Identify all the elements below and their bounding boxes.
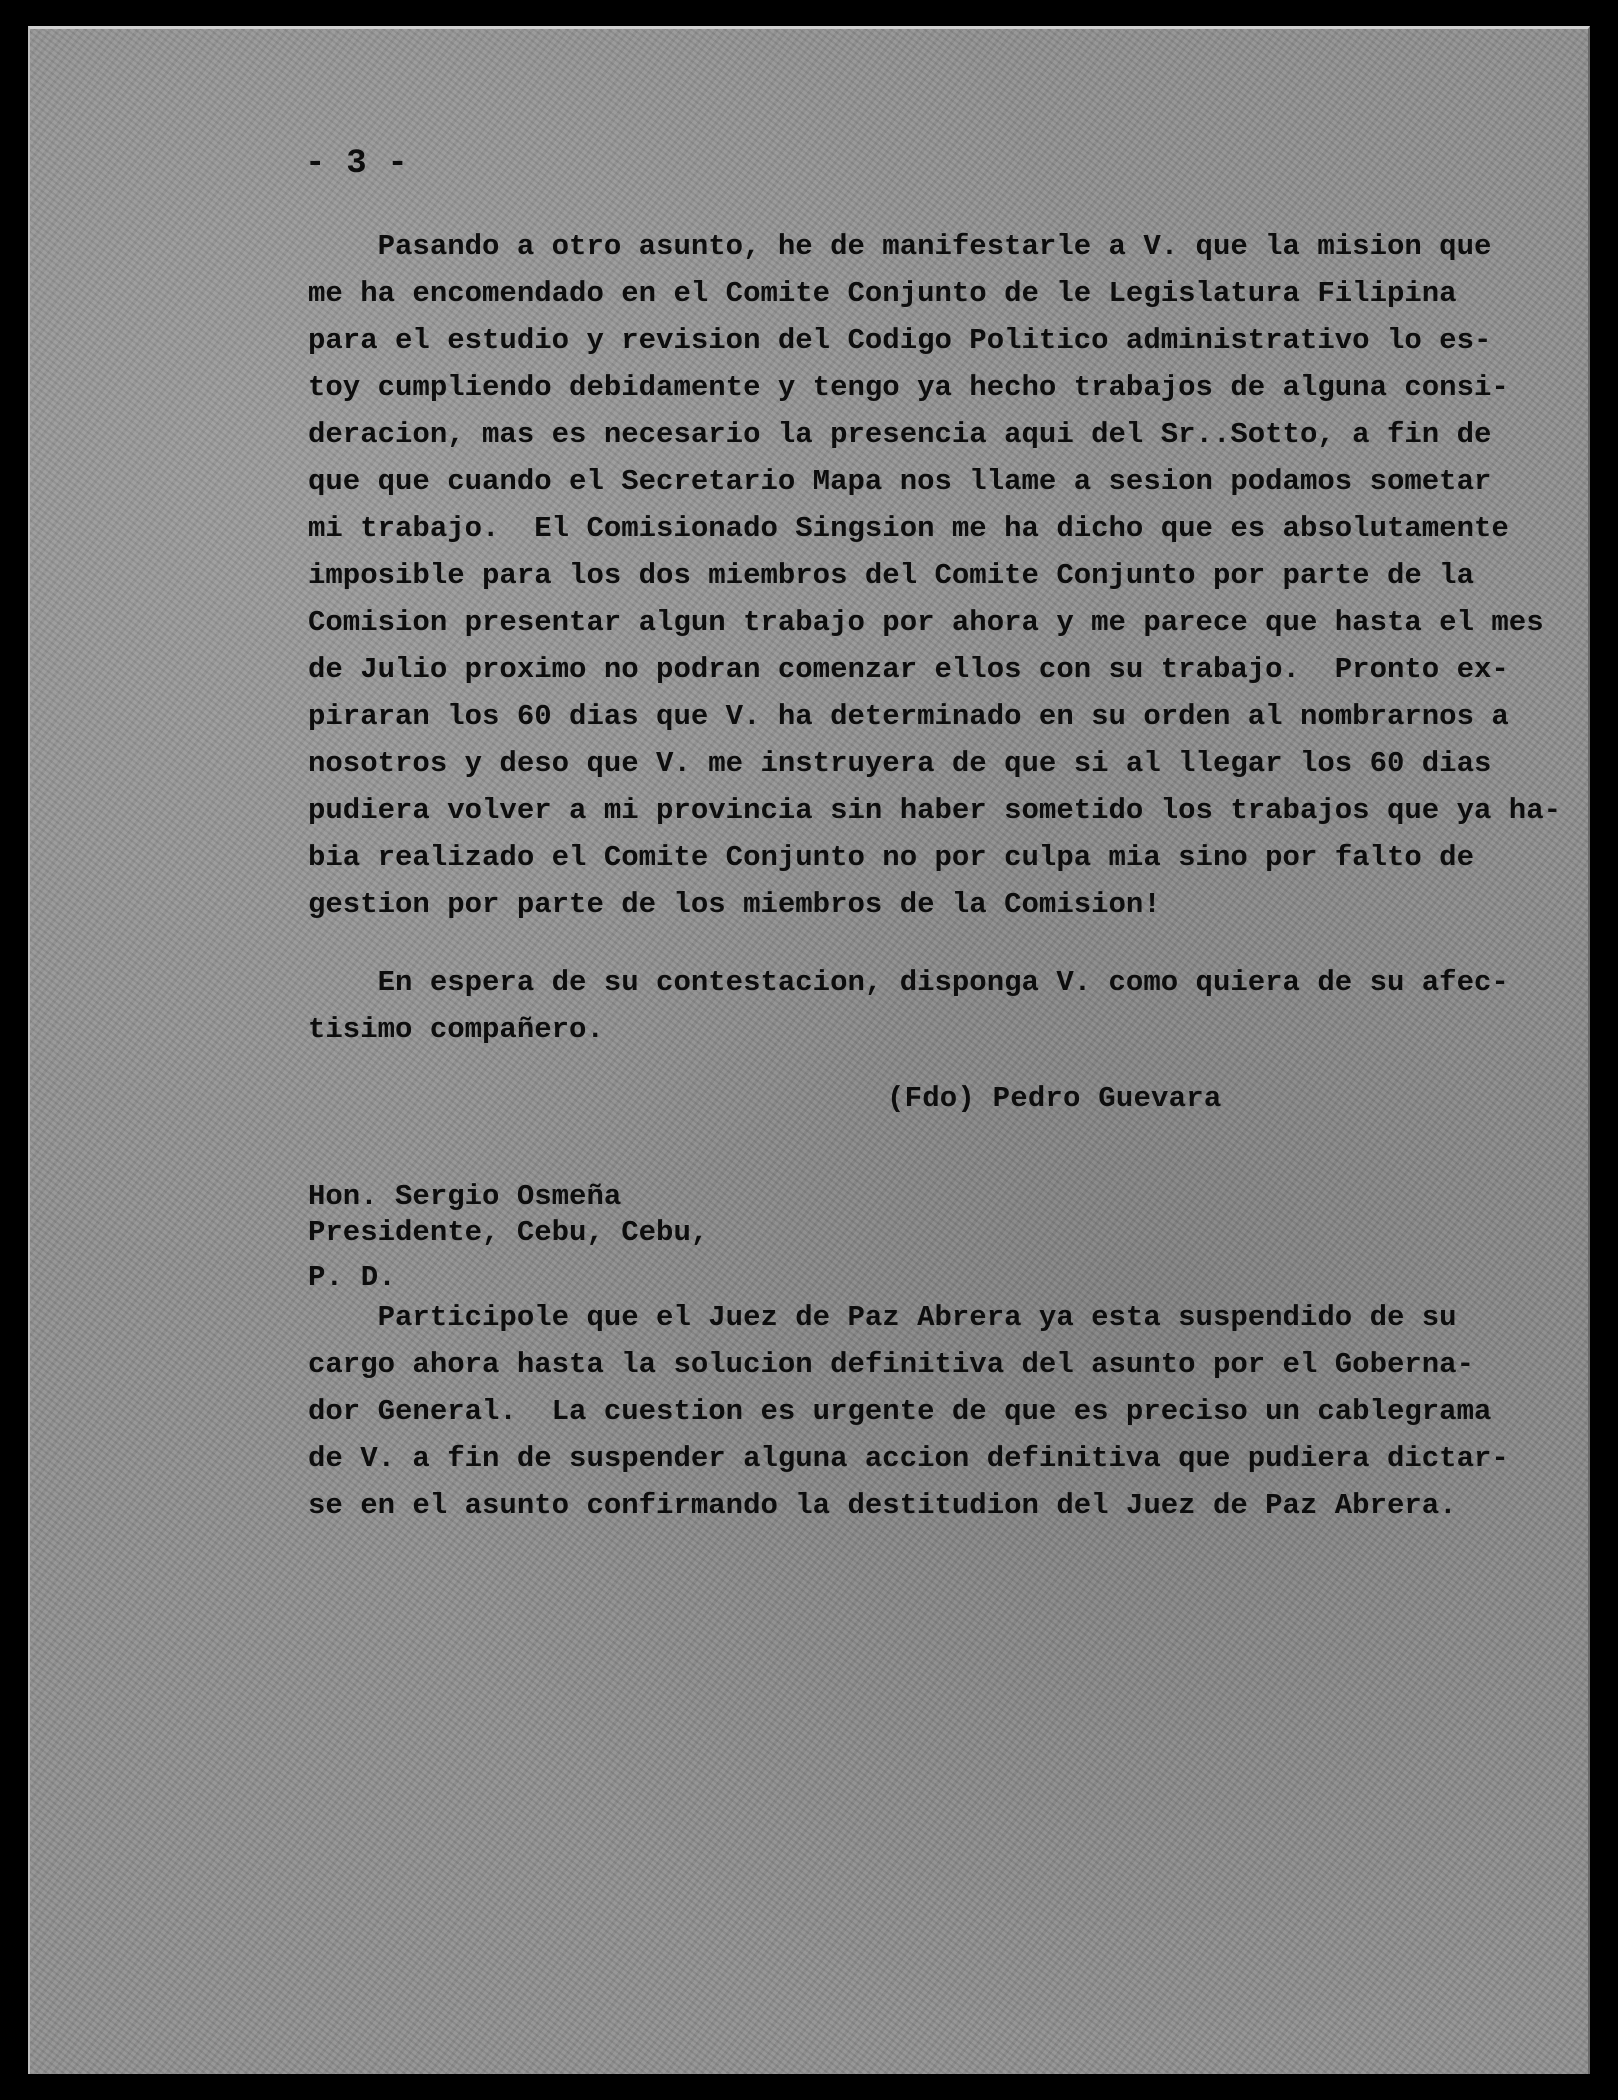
text-line: se en el asunto confirmando la destitudion del Juez de Paz Abrera. <box>308 1489 1457 1522</box>
document-page <box>28 26 1590 2074</box>
page-number: - 3 - <box>305 145 409 183</box>
address-line: Presidente, Cebu, Cebu, <box>308 1216 709 1249</box>
text-line: nosotros y deso que V. me instruyera de que si al llegar los 60 dias <box>308 747 1492 780</box>
text-line: mi trabajo. El Comisionado Singsion me ha dicho que es absolutamente <box>308 512 1509 545</box>
signature-line: (Fdo) Pedro Guevara <box>887 1082 1222 1115</box>
text-line: para el estudio y revision del Codigo Politico administrativo lo es- <box>308 324 1492 357</box>
text-line: bia realizado el Comite Conjunto no por culpa mia sino por falto de <box>308 841 1474 874</box>
text-line: me ha encomendado en el Comite Conjunto de le Legislatura Filipina <box>308 277 1457 310</box>
recipient-address <box>308 1179 708 1251</box>
text-line: imposible para los dos miembros del Comite Conjunto por parte de la <box>308 559 1474 592</box>
text-line: Comision presentar algun trabajo por ahora y me parece que hasta el mes <box>308 606 1544 639</box>
text-line: que que cuando el Secretario Mapa nos llame a sesion podamos sometar <box>308 465 1492 498</box>
text-line: En espera de su contestacion, disponga V. como quiera de su afec- <box>308 966 1509 999</box>
text-line: dor General. La cuestion es urgente de que es preciso un cablegrama <box>308 1395 1492 1428</box>
text-line: de Julio proximo no podran comenzar ellos con su trabajo. Pronto ex- <box>308 653 1509 686</box>
pd-line: P. D. <box>308 1261 397 1294</box>
paragraph-closing <box>308 959 1509 1053</box>
text-line: de V. a fin de suspender alguna accion definitiva que pudiera dictar- <box>308 1442 1509 1475</box>
text-line: Participole que el Juez de Paz Abrera ya esta suspendido de su <box>308 1301 1457 1334</box>
text-line: cargo ahora hasta la solucion definitiva del asunto por el Goberna- <box>308 1348 1474 1381</box>
paragraph-mission <box>308 223 1562 928</box>
text-line: toy cumpliendo debidamente y tengo ya hecho trabajos de alguna consi- <box>308 371 1509 404</box>
paragraph-postscript <box>308 1294 1509 1529</box>
text-line: pudiera volver a mi provincia sin haber sometido los trabajos que ya ha- <box>308 794 1562 827</box>
text-line: gestion por parte de los miembros de la Comision! <box>308 888 1161 921</box>
text-line: tisimo compañero. <box>308 1013 604 1046</box>
text-line: Pasando a otro asunto, he de manifestarle a V. que la mision que <box>308 230 1492 263</box>
text-line: piraran los 60 dias que V. ha determinado en su orden al nombrarnos a <box>308 700 1509 733</box>
text-line: deracion, mas es necesario la presencia aqui del Sr..Sotto, a fin de <box>308 418 1492 451</box>
address-line: Hon. Sergio Osmeña <box>308 1180 622 1213</box>
